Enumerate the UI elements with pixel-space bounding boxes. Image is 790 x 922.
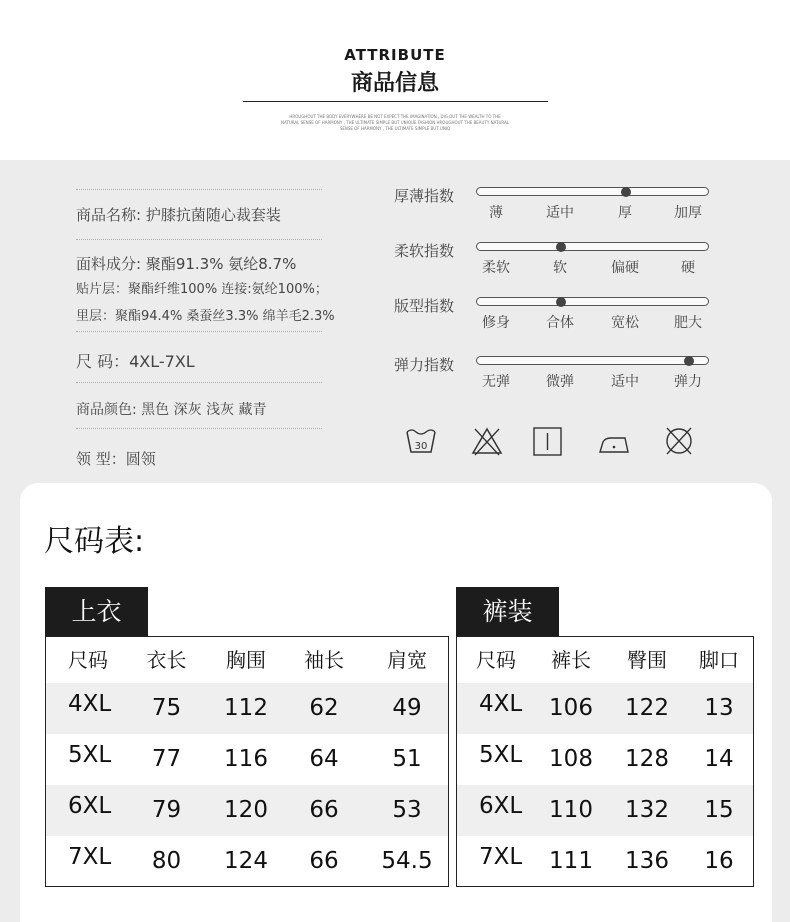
table-header-cell: 袖长 xyxy=(304,648,344,672)
index-label: 厚薄指数 xyxy=(394,187,455,205)
size-range: 尺 码：4XL-7XL xyxy=(76,352,195,371)
index-tick-label: 软 xyxy=(553,260,567,276)
measure-cell: 79 xyxy=(151,797,182,823)
index-tick-label: 适中 xyxy=(611,374,639,390)
title-cn: 商品信息 xyxy=(350,71,439,96)
index-knob xyxy=(621,187,631,197)
title-divider xyxy=(243,101,548,102)
fine-print: HROUGHOUT THE BODY EVERYWHERE BE NOT EXPECT THE IMAGINATION , DIG OUT THE WEALTH TO THE NATURAL SENSE OF HARMONY , THE ULTIMATE SIMPLE BUT UNIQUE FASHION HROUGHOUT THE BEAUTY NATURAL SENSE OF HARMONY , THE ULTIMATE SIMPLE BUT UNIQ xyxy=(281,114,509,131)
measure-cell: 122 xyxy=(625,695,669,721)
table-header-cell: 衣长 xyxy=(146,648,187,672)
table-row xyxy=(457,683,753,734)
table-row xyxy=(46,836,448,887)
measure-cell: 66 xyxy=(309,848,339,874)
wash-30-icon xyxy=(404,424,438,458)
table-header-cell: 尺码 xyxy=(68,648,108,672)
table-header-row xyxy=(46,637,448,683)
table-row xyxy=(46,785,448,836)
measure-cell: 77 xyxy=(151,746,182,772)
table-row xyxy=(46,683,448,734)
product-name: 商品名称: 护膝抗菌随心裁套装 xyxy=(76,206,281,224)
iron-low-icon xyxy=(597,424,631,458)
fabric-patch: 贴片层：聚酯纤维100% 连接:氨纶100%； xyxy=(76,282,328,297)
header xyxy=(0,0,790,160)
no-tumble-dry-icon xyxy=(662,424,696,458)
index-tick-label: 微弹 xyxy=(546,374,574,390)
index-label: 版型指数 xyxy=(394,297,455,315)
measure-cell: 66 xyxy=(309,797,339,823)
line-dry-icon xyxy=(531,424,565,458)
measure-cell: 106 xyxy=(549,695,593,721)
no-bleach-icon xyxy=(470,424,504,458)
index-track xyxy=(476,242,709,251)
measure-cell: 13 xyxy=(704,695,734,721)
measure-cell: 110 xyxy=(549,797,593,823)
divider xyxy=(76,428,322,429)
measure-cell: 112 xyxy=(224,695,268,721)
fabric-inner: 里层：聚酯94.4% 桑蚕丝3.3% 绵羊毛2.3% xyxy=(76,309,335,324)
wash-temp-label: 30 xyxy=(414,441,428,452)
table-row xyxy=(457,836,753,887)
divider xyxy=(76,239,322,240)
index-tick-label: 宽松 xyxy=(611,315,639,331)
divider xyxy=(76,382,322,383)
fabric-composition: 面料成分: 聚酯91.3% 氨纶8.7% xyxy=(76,255,297,273)
size-label-cell: 5XL xyxy=(479,742,523,768)
measure-cell: 62 xyxy=(309,695,339,721)
measure-cell: 14 xyxy=(704,746,734,772)
index-tick-label: 肥大 xyxy=(674,315,702,331)
table-header-cell: 尺码 xyxy=(476,648,516,672)
measure-cell: 49 xyxy=(392,695,422,721)
measure-cell: 15 xyxy=(704,797,734,823)
table-header-row xyxy=(457,637,753,683)
measure-cell: 51 xyxy=(392,746,422,772)
index-knob xyxy=(556,297,566,307)
index-tick-label: 柔软 xyxy=(482,260,510,276)
index-tick-label: 合体 xyxy=(546,315,574,331)
table-row xyxy=(46,734,448,785)
table-row xyxy=(457,734,753,785)
table-header-cell: 臀围 xyxy=(627,648,667,672)
index-label: 柔软指数 xyxy=(394,242,455,260)
size-chart-title: 尺码表: xyxy=(44,524,145,559)
measure-cell: 75 xyxy=(151,695,182,721)
product-info xyxy=(0,160,790,490)
index-knob xyxy=(556,242,566,252)
index-tick-label: 薄 xyxy=(489,205,503,221)
tab-pants: 裤装 xyxy=(456,587,559,637)
measure-cell: 16 xyxy=(704,848,734,874)
measure-cell: 54.5 xyxy=(381,848,433,874)
divider xyxy=(76,331,322,332)
index-track xyxy=(476,356,709,365)
index-tick-label: 加厚 xyxy=(674,205,702,221)
measure-cell: 136 xyxy=(625,848,669,874)
index-tick-label: 弹力 xyxy=(674,374,702,390)
index-knob xyxy=(684,356,694,366)
size-label-cell: 6XL xyxy=(479,793,523,819)
index-label: 弹力指数 xyxy=(394,356,455,374)
measure-cell: 132 xyxy=(625,797,669,823)
size-label-cell: 5XL xyxy=(68,742,112,768)
table-header-cell: 裤长 xyxy=(551,648,591,672)
collar-type: 领 型：圆领 xyxy=(76,450,156,468)
measure-cell: 108 xyxy=(549,746,593,772)
table-header-cell: 脚口 xyxy=(699,648,739,672)
pants-size-table xyxy=(456,636,754,887)
measure-cell: 120 xyxy=(224,797,268,823)
divider xyxy=(76,189,322,190)
measure-cell: 53 xyxy=(392,797,422,823)
index-tick-label: 厚 xyxy=(618,205,632,221)
size-label-cell: 6XL xyxy=(68,793,112,819)
index-tick-label: 修身 xyxy=(482,315,510,331)
size-label-cell: 4XL xyxy=(479,691,523,717)
size-label-cell: 7XL xyxy=(479,844,523,870)
top-size-table xyxy=(45,636,449,887)
size-label-cell: 4XL xyxy=(68,691,112,717)
measure-cell: 111 xyxy=(549,848,593,874)
table-row xyxy=(457,785,753,836)
measure-cell: 64 xyxy=(309,746,339,772)
index-tick-label: 无弹 xyxy=(482,374,510,390)
product-colors: 商品颜色: 黑色 深灰 浅灰 藏青 xyxy=(76,402,267,418)
index-track xyxy=(476,297,709,306)
index-track xyxy=(476,187,709,196)
index-tick-label: 偏硬 xyxy=(611,260,639,276)
tab-top: 上衣 xyxy=(45,587,148,637)
index-tick-label: 硬 xyxy=(681,260,695,276)
measure-cell: 116 xyxy=(224,746,268,772)
size-label-cell: 7XL xyxy=(68,844,112,870)
table-header-cell: 胸围 xyxy=(226,648,266,672)
measure-cell: 124 xyxy=(224,848,268,874)
title-en: ATTRIBUTE xyxy=(344,46,446,64)
table-header-cell: 肩宽 xyxy=(387,648,427,672)
measure-cell: 128 xyxy=(625,746,669,772)
index-tick-label: 适中 xyxy=(546,205,574,221)
measure-cell: 80 xyxy=(151,848,182,874)
